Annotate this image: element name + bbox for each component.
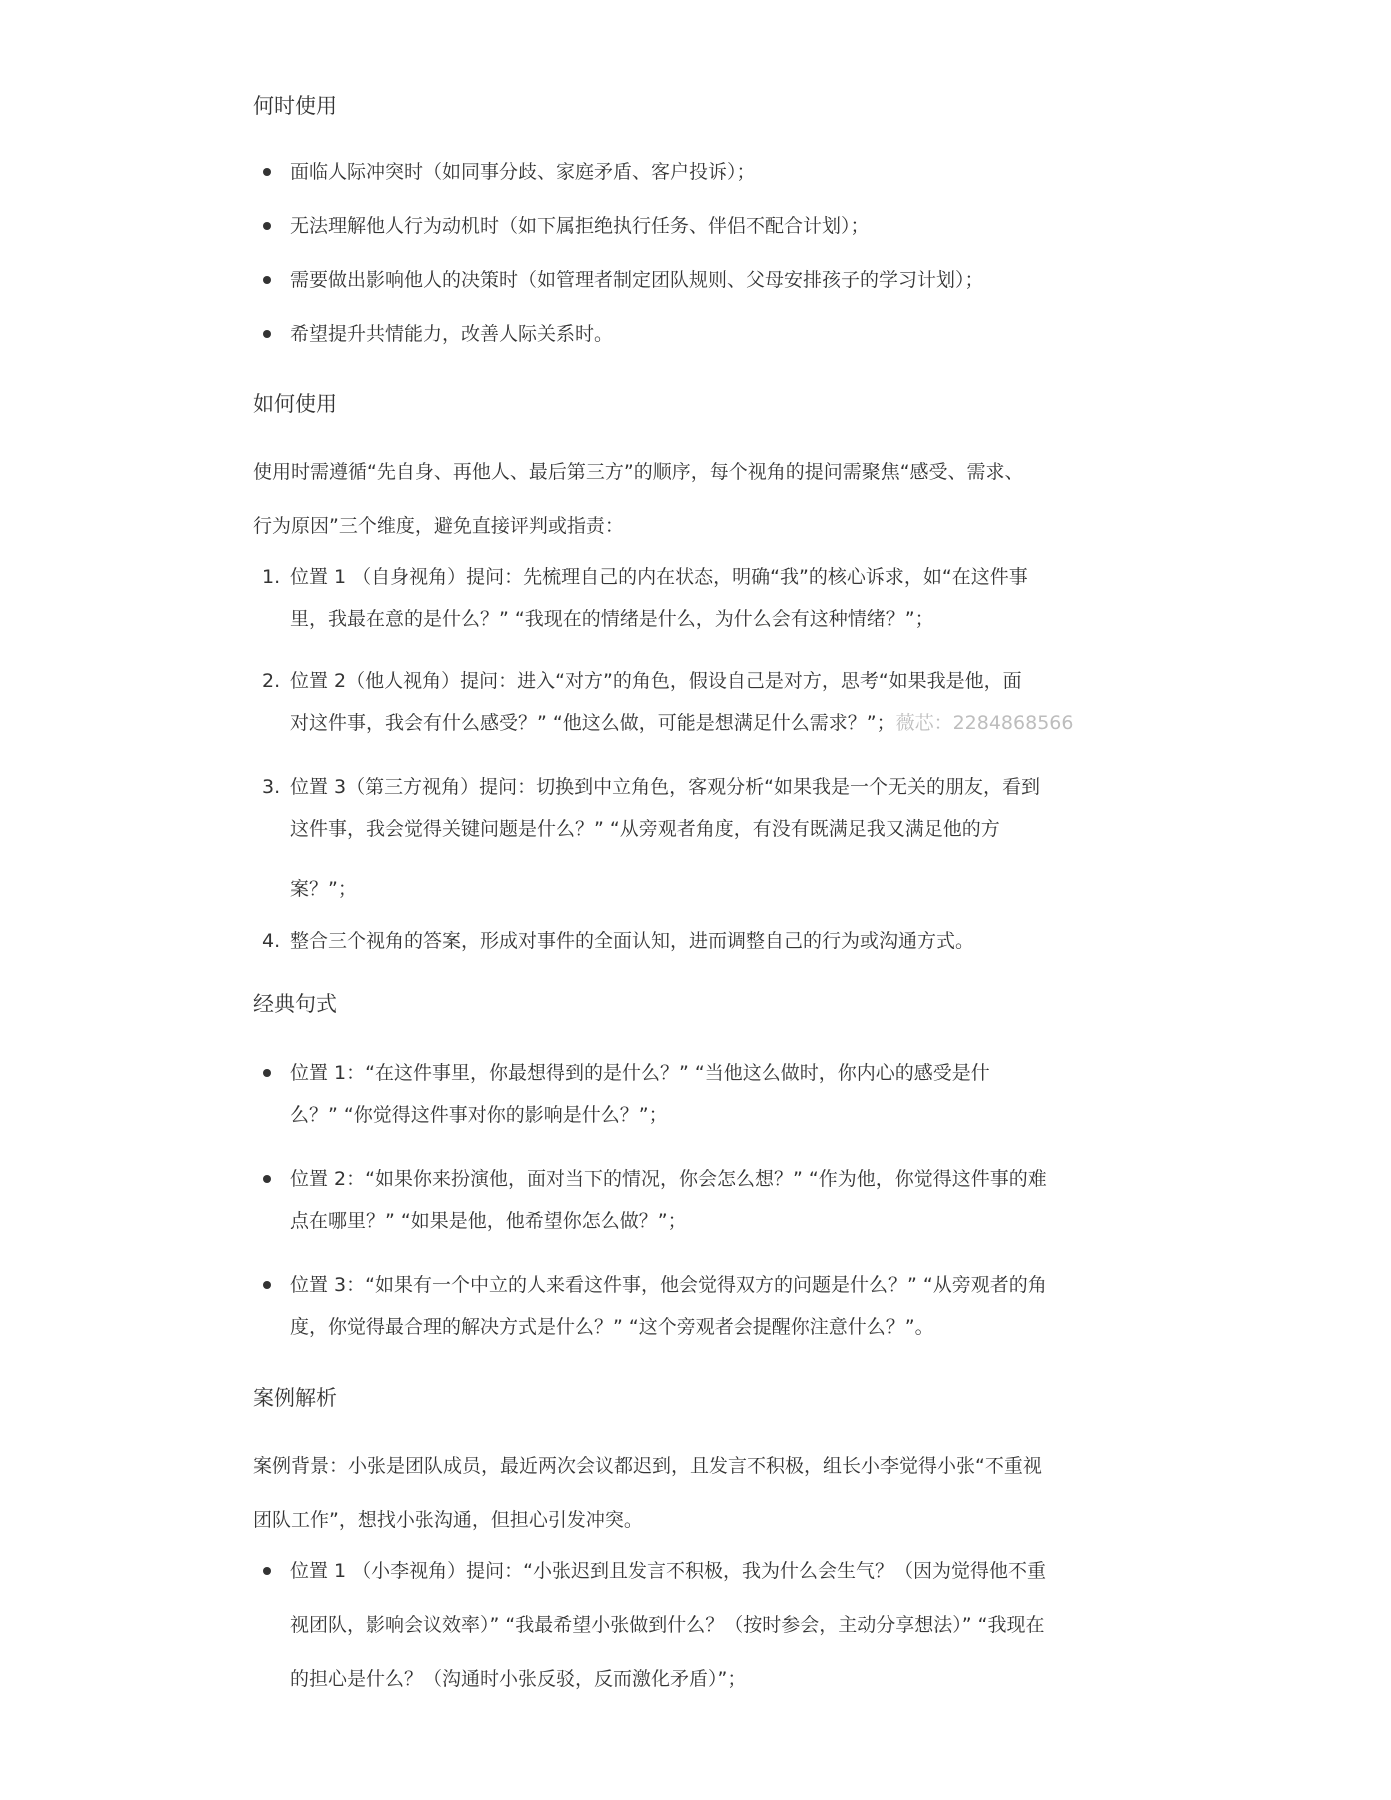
step-line: 这件事，我会觉得关键问题是什么？” “从旁观者角度，有没有既满足我又满足他的方 bbox=[290, 818, 1000, 840]
bullet-dot bbox=[263, 276, 271, 284]
list-item-line: 的担心是什么？（沟通时小张反驳，反而激化矛盾）”； bbox=[290, 1668, 747, 1690]
bullet-dot bbox=[263, 1567, 271, 1575]
bullet-dot bbox=[263, 168, 271, 176]
step-text: 对这件事，我会有什么感受？” “他这么做，可能是想满足什么需求？”； bbox=[290, 712, 896, 734]
bullet-dot bbox=[263, 1175, 271, 1183]
watermark-text: 薇芯：2284868566 bbox=[895, 712, 1074, 734]
list-item-line: 点在哪里？” “如果是他，他希望你怎么做？”； bbox=[290, 1210, 687, 1232]
step-line: 案？”； bbox=[290, 878, 357, 900]
paragraph-line: 使用时需遵循“先自身、再他人、最后第三方”的顺序，每个视角的提问需聚焦“感受、需求、 bbox=[253, 461, 1024, 483]
list-item-line: 位置 1：“在这件事里，你最想得到的是什么？” “当他这么做时，你内心的感受是什 bbox=[290, 1062, 990, 1084]
list-item: 需要做出影响他人的决策时（如管理者制定团队规则、父母安排孩子的学习计划）； bbox=[290, 269, 984, 291]
step-line: 位置 3（第三方视角）提问：切换到中立角色，客观分析“如果我是一个无关的朋友，看到 bbox=[290, 776, 1040, 798]
bullet-dot bbox=[263, 1069, 271, 1077]
bullet-dot bbox=[263, 330, 271, 338]
bullet-dot bbox=[263, 222, 271, 230]
step-line: 里，我最在意的是什么？” “我现在的情绪是什么，为什么会有这种情绪？”； bbox=[290, 608, 934, 630]
step-line: 整合三个视角的答案，形成对事件的全面认知，进而调整自己的行为或沟通方式。 bbox=[290, 930, 975, 952]
list-item: 无法理解他人行为动机时（如下属拒绝执行任务、伴侣不配合计划）； bbox=[290, 215, 870, 237]
list-item: 希望提升共情能力，改善人际关系时。 bbox=[290, 323, 614, 345]
list-item-line: 位置 1 （小李视角）提问：“小张迟到且发言不积极，我为什么会生气？（因为觉得他不重 bbox=[290, 1560, 1047, 1582]
paragraph-line: 案例背景：小张是团队成员，最近两次会议都迟到，且发言不积极，组长小李觉得小张“不重视 bbox=[253, 1455, 1042, 1477]
section-title-case: 案例解析 bbox=[253, 1386, 337, 1410]
list-item-line: 位置 2：“如果你来扮演他，面对当下的情况，你会怎么想？” “作为他，你觉得这件事的难 bbox=[290, 1168, 1047, 1190]
paragraph-line: 团队工作”，想找小张沟通，但担心引发冲突。 bbox=[253, 1509, 643, 1531]
bullet-dot bbox=[263, 1281, 271, 1289]
paragraph-line: 行为原因”三个维度，避免直接评判或指责： bbox=[253, 515, 624, 537]
step-number: 4. bbox=[262, 930, 281, 952]
section-title-how: 如何使用 bbox=[253, 392, 337, 416]
step-number: 1. bbox=[262, 566, 281, 588]
step-line bbox=[290, 710, 1073, 736]
step-line: 位置 1 （自身视角）提问：先梳理自己的内在状态，明确“我”的核心诉求，如“在这件事 bbox=[290, 566, 1028, 588]
step-line: 位置 2（他人视角）提问：进入“对方”的角色，假设自己是对方，思考“如果我是他，面 bbox=[290, 670, 1022, 692]
section-title-when: 何时使用 bbox=[253, 94, 337, 118]
list-item-line: 位置 3：“如果有一个中立的人来看这件事，他会觉得双方的问题是什么？” “从旁观者的角 bbox=[290, 1274, 1047, 1296]
list-item-line: 度，你觉得最合理的解决方式是什么？” “这个旁观者会提醒你注意什么？”。 bbox=[290, 1316, 934, 1338]
step-number: 2. bbox=[262, 670, 281, 692]
step-number: 3. bbox=[262, 776, 281, 798]
section-title-classic: 经典句式 bbox=[253, 992, 337, 1016]
list-item-line: 视团队，影响会议效率）” “我最希望小张做到什么？（按时参会，主动分享想法）” “我现在 bbox=[290, 1614, 1045, 1636]
list-item: 面临人际冲突时（如同事分歧、家庭矛盾、客户投诉）； bbox=[290, 161, 756, 183]
list-item-line: 么？” “你觉得这件事对你的影响是什么？”； bbox=[290, 1104, 668, 1126]
